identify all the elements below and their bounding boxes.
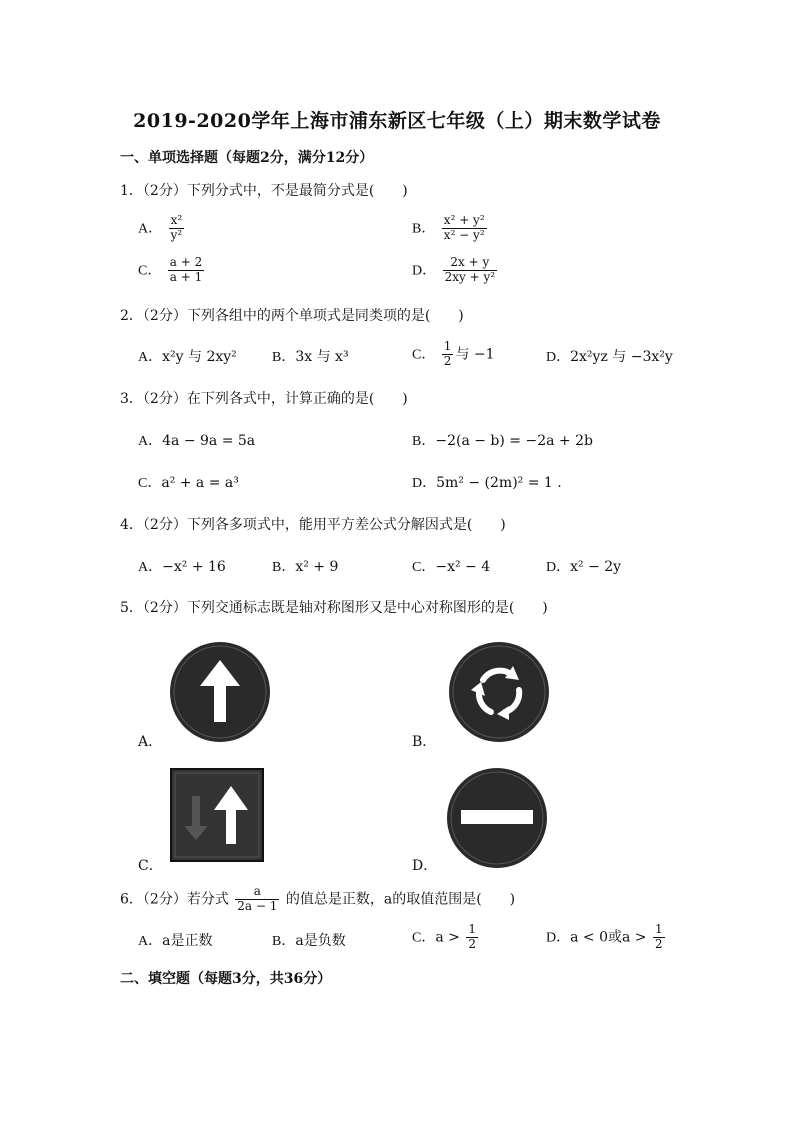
option-text: 与 −1 [455,346,495,363]
option-label: B． [412,221,436,237]
q1-option-d[interactable] [412,256,499,285]
option-label: D． [546,930,571,946]
option-label: C． [138,263,162,279]
sign-b-roundabout[interactable] [447,640,551,744]
q2-option-b[interactable] [272,346,349,366]
q2-option-a[interactable] [138,346,237,366]
sign-c-lane-arrow[interactable] [170,768,264,862]
option-text: −x² − 4 [435,559,491,575]
q1-option-c[interactable] [138,256,206,285]
option-text: a是负数 [295,933,346,949]
sign-a-straight-arrow[interactable] [168,640,272,744]
option-text: a是正数 [162,933,213,949]
q5-label-b: B． [412,734,437,750]
option-text: x² − 2y [570,559,622,575]
numerator: x² + y² [443,213,485,227]
numerator: 1 [443,339,452,353]
option-text: a < 0或a > [570,929,647,946]
q4-option-d[interactable] [546,556,621,576]
numerator: 1 [655,922,663,936]
option-label: D． [546,350,571,365]
question-3-text: 3．（2分）在下列各式中，计算正确的是( ) [120,391,408,407]
numerator: 2x + y [443,256,497,271]
option-text: 3x 与 x³ [295,349,349,365]
option-label: D． [412,263,437,279]
fraction [442,340,454,369]
q5-label-a: A． [138,734,163,750]
numerator: a [235,885,279,900]
q4-option-b[interactable] [272,556,338,576]
fraction [653,923,665,952]
option-label: B． [272,934,296,949]
question-6-text [120,885,515,914]
option-label: A． [138,434,163,449]
option-text: x² + 9 [295,559,339,575]
q5-label-d: D． [412,858,438,874]
option-label: A． [138,560,163,575]
question-2-text: 2．（2分）下列各组中的两个单项式是同类项的是( ) [120,308,464,324]
denominator: 2 [655,936,663,951]
q6-option-c[interactable] [412,923,480,952]
option-label: D． [412,476,437,491]
option-text: 5m² − (2m)² = 1 . [436,475,562,491]
section-heading-choice: 一、单项选择题（每题2分，满分12分） [120,150,374,166]
fraction [169,214,185,243]
q1-option-a[interactable] [138,214,186,243]
sign-d-no-entry[interactable] [445,766,549,870]
denominator: y² [170,227,183,242]
fraction [168,256,204,285]
fraction [466,923,478,952]
roundabout-sign-icon [447,640,551,744]
option-label: C． [412,930,436,946]
q2-option-c[interactable] [412,340,495,369]
section-heading-fill: 二、填空题（每题3分，共36分） [120,971,332,987]
q6-option-a[interactable] [138,930,212,950]
denominator: 2xy + y² [444,269,496,284]
question-1-text: 1．（2分）下列分式中，不是最简分式是( ) [120,183,408,199]
q6-option-b[interactable] [272,930,346,950]
q3-option-d[interactable] [412,472,562,492]
q4-option-c[interactable] [412,556,490,576]
numerator: a + 2 [169,255,203,269]
lane-arrow-sign-icon [170,768,264,862]
option-label: B． [272,560,296,575]
fraction [443,256,497,285]
option-label: C． [412,347,436,363]
option-label: C． [412,560,436,575]
q3-option-a[interactable] [138,430,255,450]
question-4-text: 4．（2分）下列各多项式中，能用平方差公式分解因式是( ) [120,517,506,533]
page-title: 2019-2020学年上海市浦东新区七年级（上）期末数学试卷 [133,110,661,132]
q3-option-b[interactable] [412,430,593,450]
no-entry-sign-icon [445,766,549,870]
q6-option-d[interactable] [546,923,667,952]
option-label: D． [546,560,571,575]
fraction [235,885,279,914]
option-text: 2x²yz 与 −3x²y [570,349,673,365]
option-text: −2(a − b) = −2a + 2b [435,433,593,449]
option-label: B． [412,434,436,449]
option-text: x²y 与 2xy² [162,349,237,365]
q4-option-a[interactable] [138,556,226,576]
option-text: a > [435,929,460,946]
straight-arrow-sign-icon [168,640,272,744]
denominator: x² − y² [443,227,485,242]
q1-option-b[interactable] [412,214,489,243]
denominator: a + 1 [169,269,203,284]
option-label: A． [138,934,163,949]
option-text: 4a − 9a = 5a [162,433,256,449]
denominator: 2 [468,936,476,951]
question-5-text: 5．（2分）下列交通标志既是轴对称图形又是中心对称图形的是( ) [120,600,548,616]
q2-option-d[interactable] [546,346,673,366]
q5-label-c: C． [138,858,163,874]
numerator: x² [169,214,185,229]
fraction [442,214,487,243]
option-label: B． [272,350,296,365]
option-text: a² + a = a³ [161,475,239,491]
question-6-prefix: 6．（2分）若分式 [120,891,229,908]
option-label: C． [138,476,162,491]
option-text: −x² + 16 [162,559,226,575]
denominator: 2a − 1 [237,898,278,913]
option-label: A． [138,221,163,237]
question-6-suffix: 的值总是正数，a的取值范围是( ) [285,891,516,908]
denominator: 2 [443,353,452,368]
option-label: A． [138,350,163,365]
q3-option-c[interactable] [138,472,239,492]
numerator: 1 [468,922,476,936]
